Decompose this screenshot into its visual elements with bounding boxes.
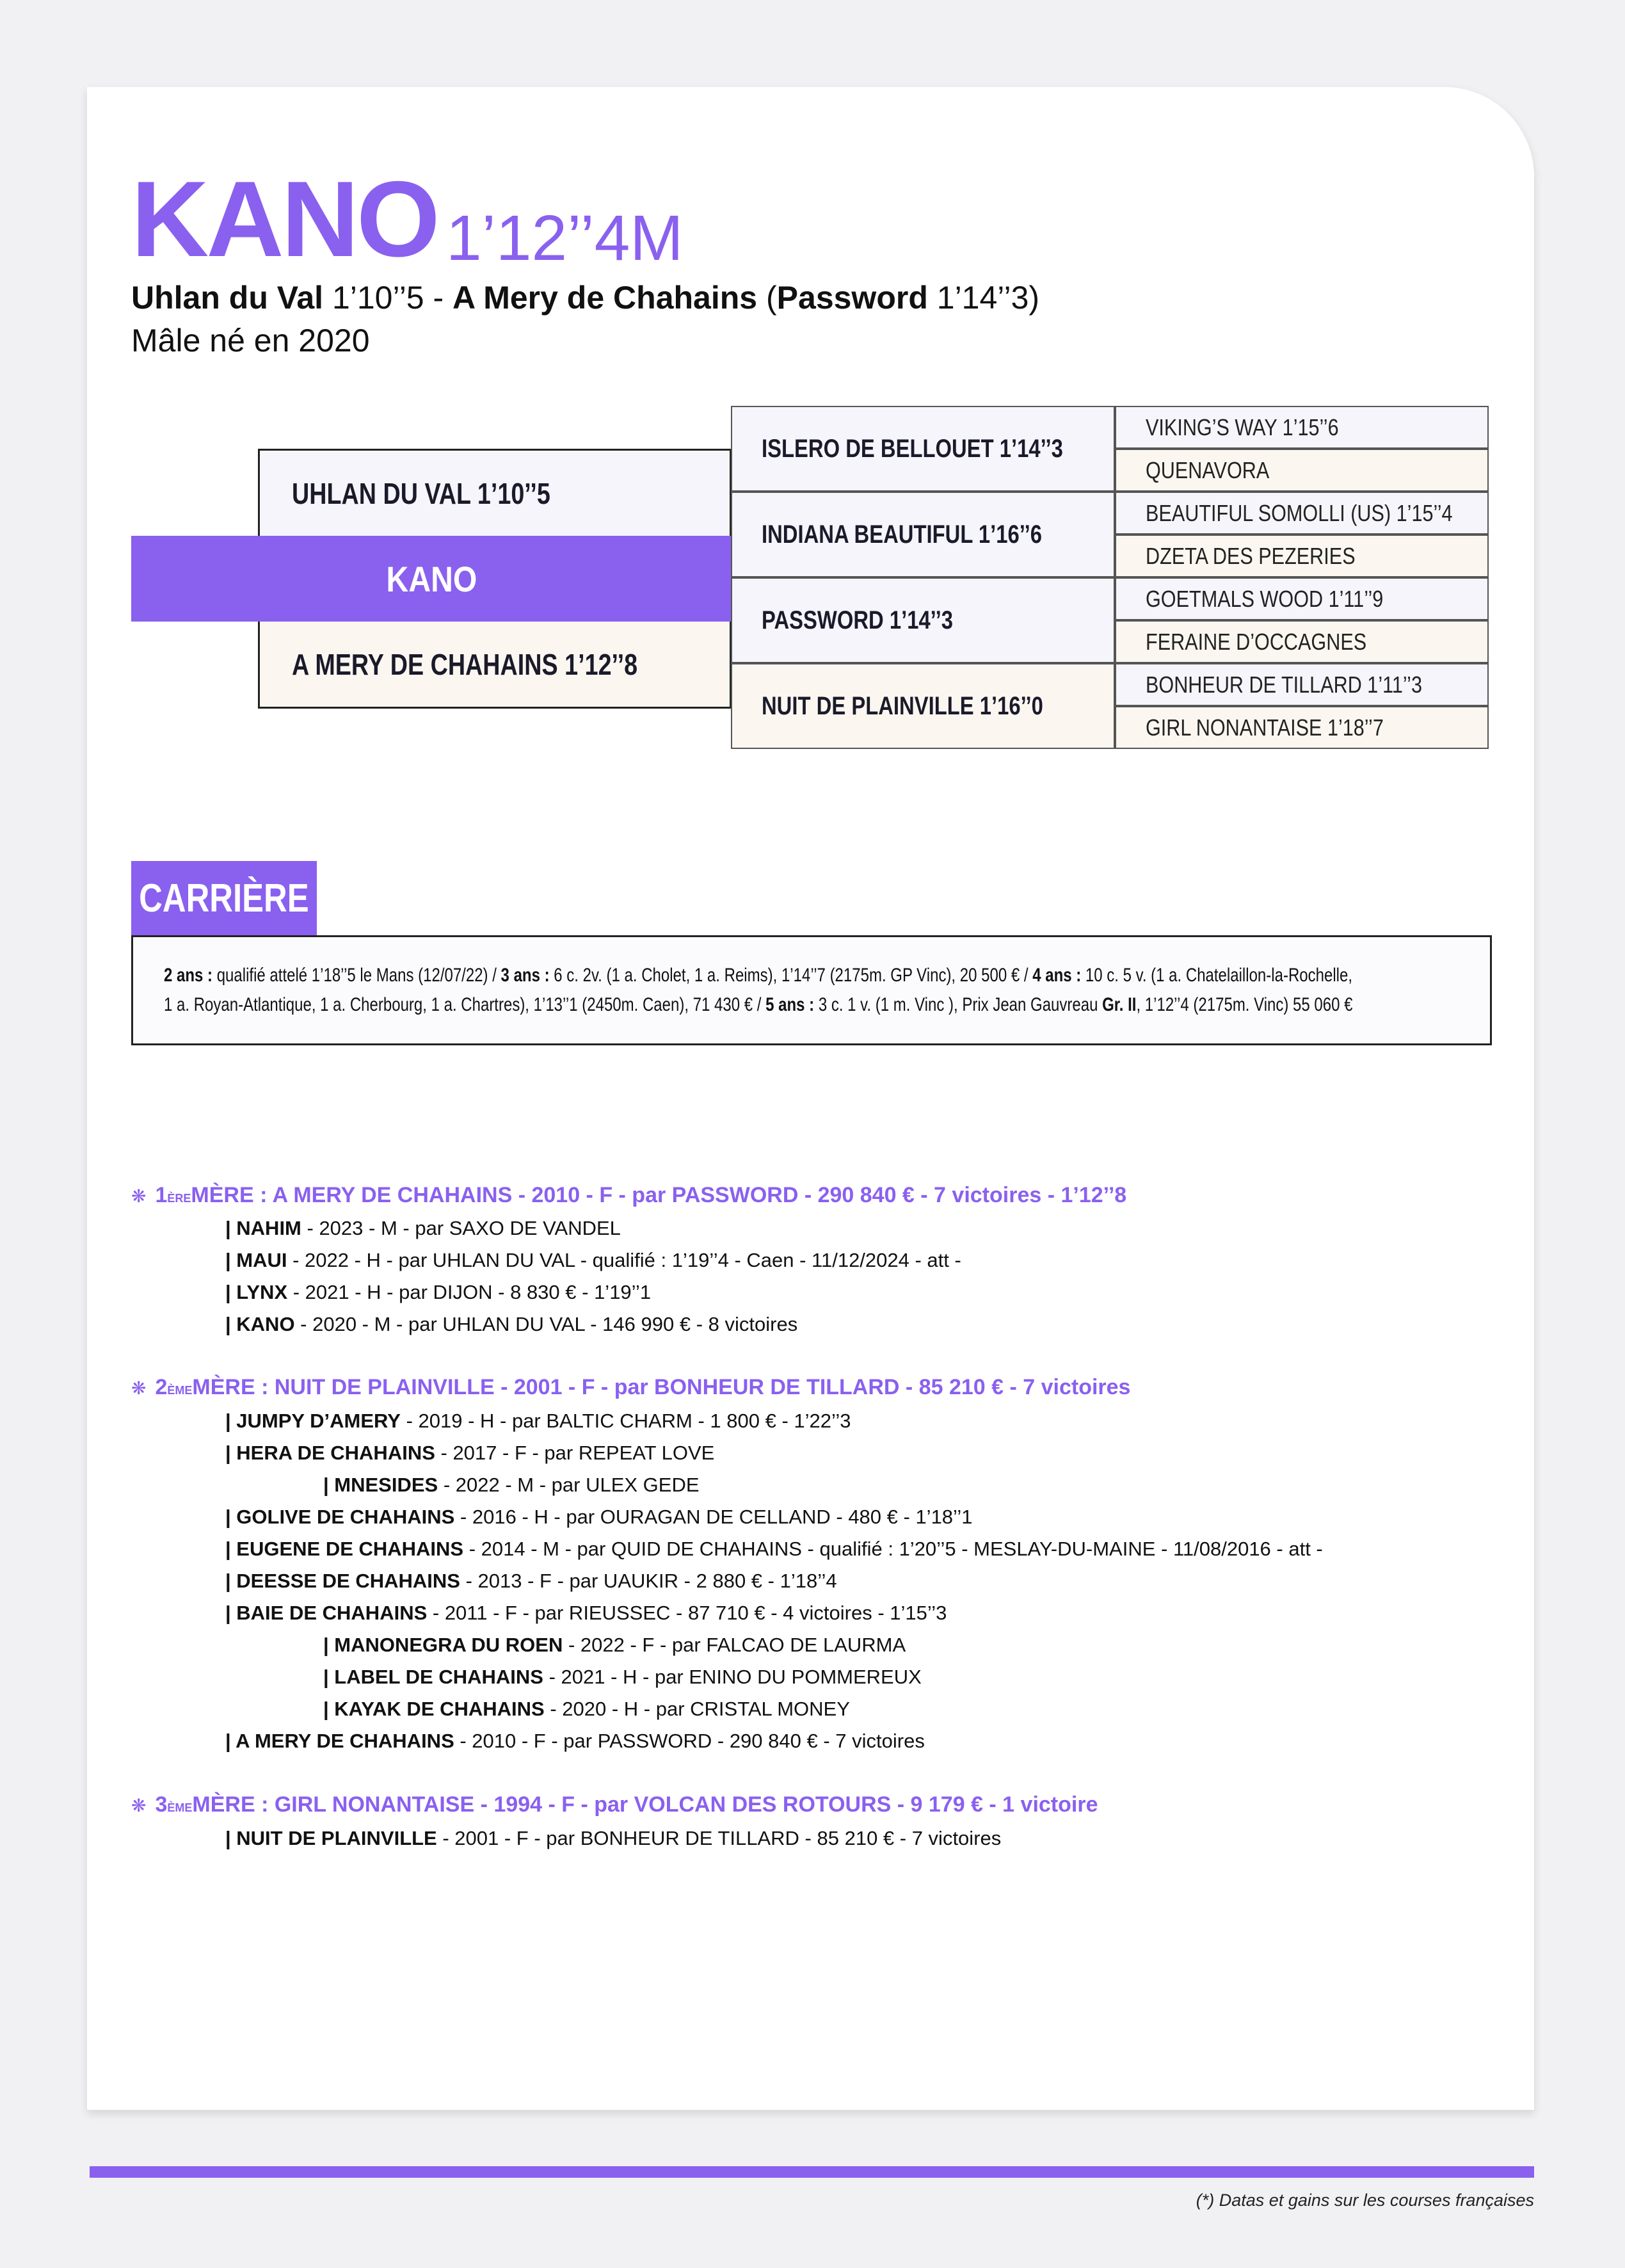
product-row bbox=[225, 1443, 714, 1463]
product-name: | BAIE DE CHAHAINS bbox=[225, 1602, 428, 1624]
pedigree-gen3-label: DZETA DES PEZERIES bbox=[1146, 542, 1356, 569]
product-name: | MAUI bbox=[225, 1249, 287, 1271]
product-details: - 2001 - F - par BONHEUR DE TILLARD - 85 210 € - 7 victoires bbox=[436, 1827, 1002, 1849]
dam-heading-text: MÈRE : GIRL NONANTAISE - 1994 - F - par VOLCAN DES ROTOURS - 9 179 € - 1 victoire bbox=[192, 1792, 1098, 1817]
product-row bbox=[225, 1603, 947, 1623]
product-row bbox=[225, 1218, 621, 1238]
product-row bbox=[225, 1731, 925, 1751]
career-age-4-label: 4 ans : bbox=[1032, 965, 1082, 986]
career-age-2-label: 2 ans : bbox=[164, 965, 213, 986]
product-row bbox=[323, 1667, 922, 1687]
career-age-3-label: 3 ans : bbox=[500, 965, 550, 986]
product-details: - 2016 - H - par OURAGAN DE CELLAND - 480 € - 1’18’’1 bbox=[454, 1506, 973, 1528]
subtitle-sire-record: 1’10’’5 - bbox=[323, 280, 453, 316]
pedigree-gen3-item bbox=[1115, 577, 1489, 620]
product-name: | LABEL DE CHAHAINS bbox=[323, 1666, 543, 1688]
pedigree-grandsire-paternal bbox=[731, 406, 1115, 492]
footnote: (*) Datas et gains sur les courses françaises bbox=[1196, 2191, 1534, 2210]
pedigree-dam bbox=[258, 622, 732, 709]
career-age-2-text: qualifié attelé 1’18’’5 le Mans (12/07/22) / bbox=[212, 965, 501, 986]
career-age-5-label: 5 ans : bbox=[765, 994, 815, 1015]
product-details: - 2020 - M - par UHLAN DU VAL - 146 990 € - 8 victoires bbox=[294, 1313, 798, 1335]
third-dam-heading: ❋ 3 ÈME MÈRE : GIRL NONANTAISE - 1994 - F - par VOLCAN DES ROTOURS - 9 179 € - 1 victoire bbox=[131, 1792, 1098, 1817]
pedigree-granddam-maternal bbox=[731, 663, 1115, 749]
product-name: | KANO bbox=[225, 1313, 295, 1335]
career-age-5-text: 3 c. 1 v. (1 m. Vinc ), Prix Jean Gauvreau bbox=[814, 994, 1103, 1015]
pedigree-sire-label: UHLAN DU VAL 1’10’’5 bbox=[292, 476, 550, 510]
pedigree-gen3-label: GOETMALS WOOD 1’11’’9 bbox=[1146, 585, 1384, 612]
career-line-1 bbox=[164, 961, 1352, 990]
subtitle-damsire-record: 1’14’’3) bbox=[927, 280, 1040, 316]
product-row bbox=[225, 1282, 651, 1302]
product-name: | LYNX bbox=[225, 1281, 288, 1303]
subtitle-paren: ( bbox=[757, 280, 777, 316]
product-row bbox=[225, 1507, 973, 1527]
product-details: - 2021 - H - par ENINO DU POMMEREUX bbox=[543, 1666, 922, 1688]
product-details: - 2011 - F - par RIEUSSEC - 87 710 € - 4 victoires - 1’15’’3 bbox=[427, 1602, 947, 1624]
product-details: - 2020 - H - par CRISTAL MONEY bbox=[544, 1698, 850, 1720]
flower-icon: ❋ bbox=[131, 1186, 147, 1206]
pedigree-gen3-item bbox=[1115, 535, 1489, 577]
career-group-label: Gr. II bbox=[1102, 994, 1137, 1015]
pedigree-gen3-label: GIRL NONANTAISE 1’18’’7 bbox=[1146, 714, 1384, 741]
pedigree-gen3-item bbox=[1115, 492, 1489, 535]
dam-heading-text: MÈRE : NUIT DE PLAINVILLE - 2001 - F - par BONHEUR DE TILLARD - 85 210 € - 7 victoires bbox=[192, 1375, 1131, 1399]
pedigree-gen3-label: FERAINE D’OCCAGNES bbox=[1146, 628, 1367, 655]
product-details: - 2017 - F - par REPEAT LOVE bbox=[435, 1442, 715, 1464]
dam-rank: 2 bbox=[155, 1375, 168, 1399]
product-details: - 2019 - H - par BALTIC CHARM - 1 800 € - 1’22’’3 bbox=[400, 1410, 851, 1432]
product-row bbox=[323, 1699, 850, 1719]
career-age-3-text: 6 c. 2v. (1 a. Cholet, 1 a. Reims), 1’14’’7 (2175m. GP Vinc), 20 500 € / bbox=[549, 965, 1033, 986]
pedigree-subtitle bbox=[131, 282, 1039, 314]
product-name: | GOLIVE DE CHAHAINS bbox=[225, 1506, 455, 1528]
dam-rank: 1 bbox=[155, 1183, 168, 1207]
product-details: - 2013 - F - par UAUKIR - 2 880 € - 1’18’’4 bbox=[460, 1570, 837, 1592]
pedigree-gen2-label: PASSWORD 1’14’’3 bbox=[762, 606, 953, 634]
product-row bbox=[225, 1571, 837, 1591]
product-name: | EUGENE DE CHAHAINS bbox=[225, 1538, 464, 1560]
career-heading bbox=[131, 861, 317, 935]
pedigree-gen3-label: BEAUTIFUL SOMOLLI (US) 1’15’’4 bbox=[1146, 499, 1453, 526]
pedigree-gen3-label: BONHEUR DE TILLARD 1’11’’3 bbox=[1146, 671, 1422, 698]
product-row bbox=[225, 1250, 961, 1270]
product-row bbox=[225, 1411, 851, 1431]
pedigree-gen3-item bbox=[1115, 620, 1489, 663]
product-row bbox=[225, 1828, 1001, 1848]
flower-icon: ❋ bbox=[131, 1378, 147, 1398]
pedigree-gen2-label: NUIT DE PLAINVILLE 1’16’’0 bbox=[762, 691, 1043, 720]
product-name: | MNESIDES bbox=[323, 1474, 438, 1496]
career-age-4-text: 10 c. 5 v. (1 a. Chatelaillon-la-Rochelle, bbox=[1081, 965, 1352, 986]
product-details: - 2022 - H - par UHLAN DU VAL - qualifié : 1’19’’4 - Caen - 11/12/2024 - att - bbox=[287, 1249, 961, 1271]
product-details: - 2023 - M - par SAXO DE VANDEL bbox=[301, 1217, 621, 1239]
product-name: | DEESSE DE CHAHAINS bbox=[225, 1570, 460, 1592]
product-row bbox=[225, 1314, 797, 1334]
product-name: | NUIT DE PLAINVILLE bbox=[225, 1827, 437, 1849]
pedigree-gen3-item bbox=[1115, 706, 1489, 749]
pedigree-gen3-label: QUENAVORA bbox=[1146, 456, 1270, 483]
subtitle-sire-name: Uhlan du Val bbox=[131, 280, 324, 316]
pedigree-gen3-label: VIKING’S WAY 1’15’’6 bbox=[1146, 414, 1339, 440]
pedigree-gen3-item bbox=[1115, 449, 1489, 492]
flower-icon: ❋ bbox=[131, 1796, 147, 1815]
product-name: | A MERY DE CHAHAINS bbox=[225, 1730, 454, 1752]
pedigree-gen3-item bbox=[1115, 406, 1489, 449]
pedigree-gen2-label: ISLERO DE BELLOUET 1’14’’3 bbox=[762, 434, 1063, 463]
pedigree-sire bbox=[258, 449, 732, 536]
horse-title-record: 1’12’’4M bbox=[446, 202, 684, 274]
product-details: - 2022 - M - par ULEX GEDE bbox=[438, 1474, 700, 1496]
product-row bbox=[225, 1539, 1323, 1559]
career-heading-label: CARRIÈRE bbox=[139, 876, 309, 921]
product-name: | JUMPY D’AMERY bbox=[225, 1410, 401, 1432]
product-details: - 2021 - H - par DIJON - 8 830 € - 1’19’’1 bbox=[287, 1281, 652, 1303]
product-row bbox=[323, 1475, 700, 1495]
pedigree-horse bbox=[131, 536, 732, 622]
product-details: - 2022 - F - par FALCAO DE LAURMA bbox=[563, 1634, 906, 1656]
career-line-2 bbox=[164, 990, 1353, 1020]
career-details bbox=[131, 935, 1492, 1045]
career-age-4-text-cont: 1 a. Royan-Atlantique, 1 a. Cherbourg, 1 a. Chartres), 1’13’’1 (2450m. Caen), 71 430 € / bbox=[164, 994, 766, 1015]
footer-accent-bar bbox=[90, 2166, 1534, 2178]
product-details: - 2010 - F - par PASSWORD - 290 840 € - 7 victoires bbox=[454, 1730, 925, 1752]
subtitle-damsire-name: Password bbox=[776, 280, 928, 316]
product-details: - 2014 - M - par QUID DE CHAHAINS - qualifié : 1’20’’5 - MESLAY-DU-MAINE - 11/08/2016 - att - bbox=[463, 1538, 1323, 1560]
first-dam-heading: ❋ 1 ÈRE MÈRE : A MERY DE CHAHAINS - 2010 - F - par PASSWORD - 290 840 € - 7 victoires - 1’12’’8 bbox=[131, 1183, 1127, 1207]
product-name: | HERA DE CHAHAINS bbox=[225, 1442, 435, 1464]
career-age-5-text-cont: , 1’12’’4 (2175m. Vinc) 55 060 € bbox=[1136, 994, 1353, 1015]
horse-title-name: KANO bbox=[131, 159, 438, 279]
pedigree-horse-label: KANO bbox=[386, 558, 477, 599]
birth-info: Mâle né en 2020 bbox=[131, 323, 370, 358]
subtitle-dam-name: A Mery de Chahains bbox=[452, 280, 758, 316]
product-name: | NAHIM bbox=[225, 1217, 301, 1239]
product-name: | KAYAK DE CHAHAINS bbox=[323, 1698, 545, 1720]
second-dam-heading: ❋ 2 ÈME MÈRE : NUIT DE PLAINVILLE - 2001 - F - par BONHEUR DE TILLARD - 85 210 € - 7 victoires bbox=[131, 1375, 1131, 1399]
dam-rank: 3 bbox=[155, 1792, 168, 1817]
pedigree-dam-label: A MERY DE CHAHAINS 1’12’’8 bbox=[292, 647, 638, 681]
product-name: | MANONEGRA DU ROEN bbox=[323, 1634, 563, 1656]
pedigree-granddam-paternal bbox=[731, 492, 1115, 577]
dam-heading-text: MÈRE : A MERY DE CHAHAINS - 2010 - F - par PASSWORD - 290 840 € - 7 victoires - 1’12’’8 bbox=[191, 1183, 1127, 1207]
pedigree-gen3-item bbox=[1115, 663, 1489, 706]
pedigree-grandsire-maternal bbox=[731, 577, 1115, 663]
pedigree-gen2-label: INDIANA BEAUTIFUL 1’16’’6 bbox=[762, 520, 1043, 549]
product-row bbox=[323, 1635, 906, 1655]
